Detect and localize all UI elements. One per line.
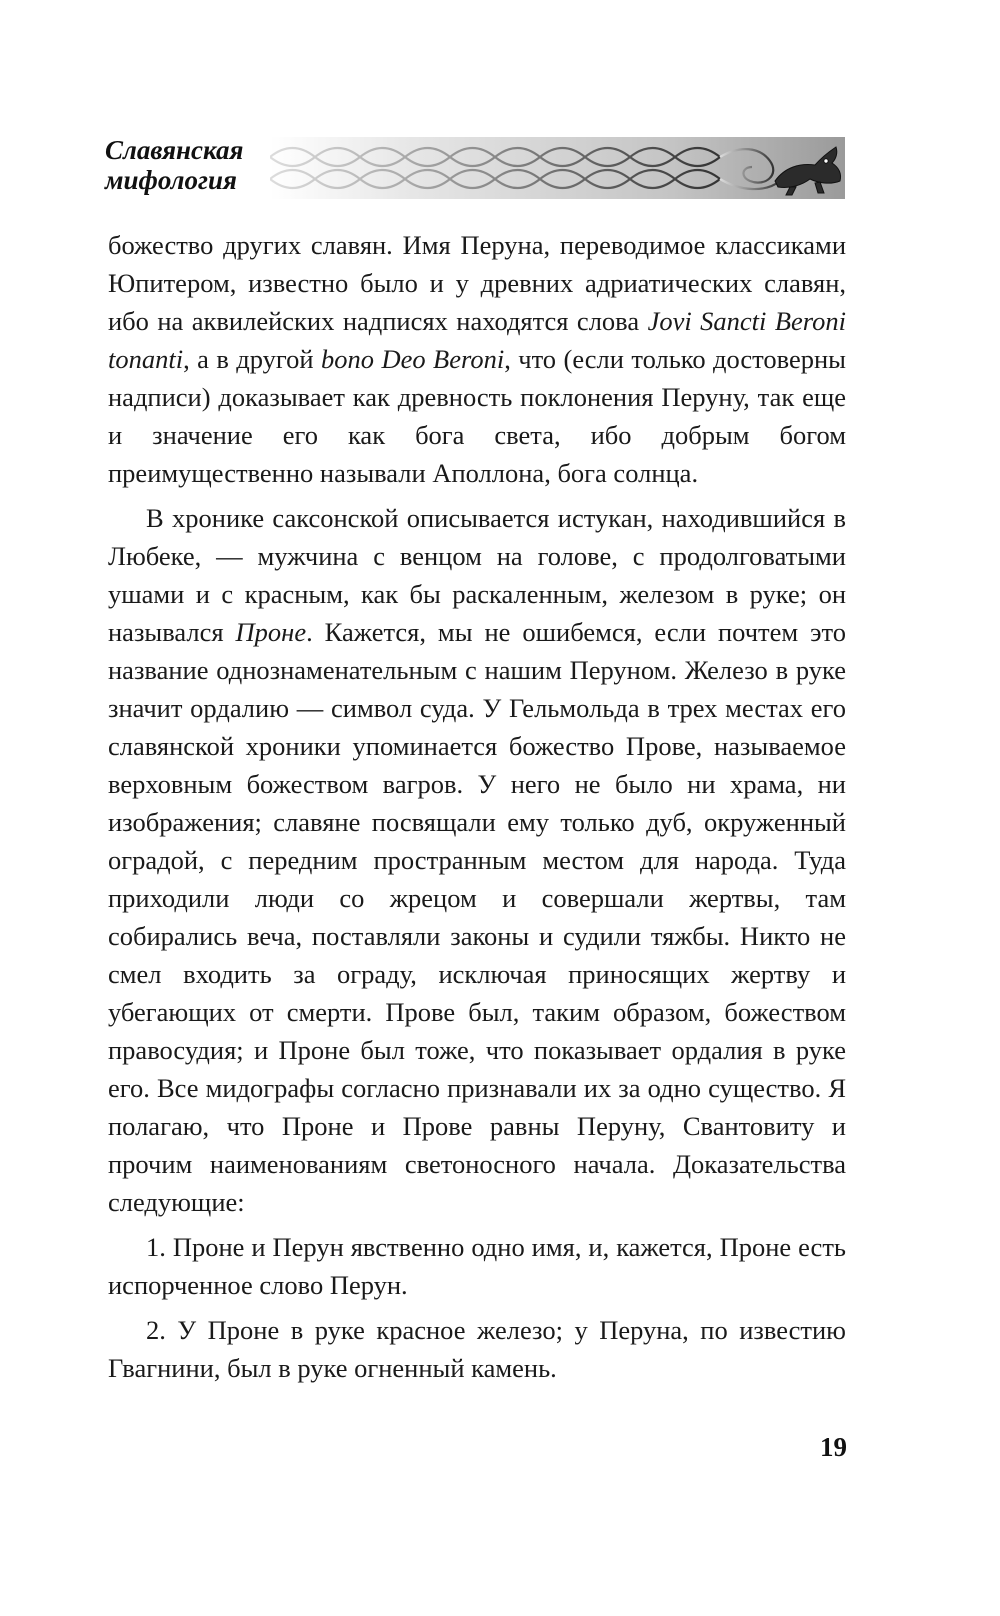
section-title-line1: Славянская (105, 135, 244, 165)
text-run: божество других славян. Имя Перуна, переводимое классиками Юпитером, известно было и у древних адриатических славян, ибо на аквилейских надписях находятся слова (108, 230, 846, 336)
running-header (105, 135, 845, 205)
paragraph-2 (108, 499, 846, 1221)
section-title-line2: мифология (105, 165, 237, 195)
text-run: , а в другой (183, 344, 322, 374)
paragraph-1 (108, 226, 846, 492)
section-title (105, 135, 243, 195)
italic-name-prone: Проне (235, 617, 307, 647)
braided-ornament-icon (270, 137, 845, 199)
list-item-1: 1. Проне и Перун явственно одно имя, и, кажется, Проне есть испорченное слово Перун. (108, 1232, 846, 1300)
page-body (108, 226, 846, 1387)
latin-inscription-2: bono Deo Beroni (321, 344, 505, 374)
text-run: . Кажется, мы не ошибемся, если почтем это название однознаменательным с нашим Перуном. Железо в руке значит ордалию — символ суда. У Гельмольда в трех местах его славянской хроники упоминается божество Прове, называемое верховным божеством вагров. У него не было ни храма, ни изображения; славяне посвящали ему только дуб, окруженный оградой, с передним пространным местом для народа. Туда приходили люди со жрецом и совершали жертвы, там собирались веча, поставляли законы и судили тяжбы. Никто не смел входить за ограду, исключая приносящих жертву и убегающих от смерти. Прове был, таким образом, божеством правосудия; и Проне был тоже, что показывает ордалия в руке его. Все мидографы согласно признавали их за одно существо. Я полагаю, что Проне и Прове равны Перуну, Свантовиту и прочим наименованиям светоносного начала. Доказательства следующие: (108, 617, 846, 1217)
page-number: 19 (820, 1432, 847, 1462)
list-item-2: 2. У Проне в руке красное железо; у Перуна, по известию Гвагнини, был в руке огненный камень. (108, 1315, 846, 1383)
text-run: В хронике саксонской описывается истукан, находившийся в Любеке, — мужчина с венцом на голове, с продолговатыми ушами и с красным, как бы раскаленным, железом в руке; он назывался (108, 503, 846, 647)
text-run: , что (если только достоверны надписи) доказывает как древность поклонения Перуну, так еще и значение его как бога света, ибо добрым богом преимущественно называли Аполлона, бога солнца. (108, 344, 846, 488)
latin-inscription-1: Jovi Sancti Beroni tonanti (108, 306, 847, 374)
